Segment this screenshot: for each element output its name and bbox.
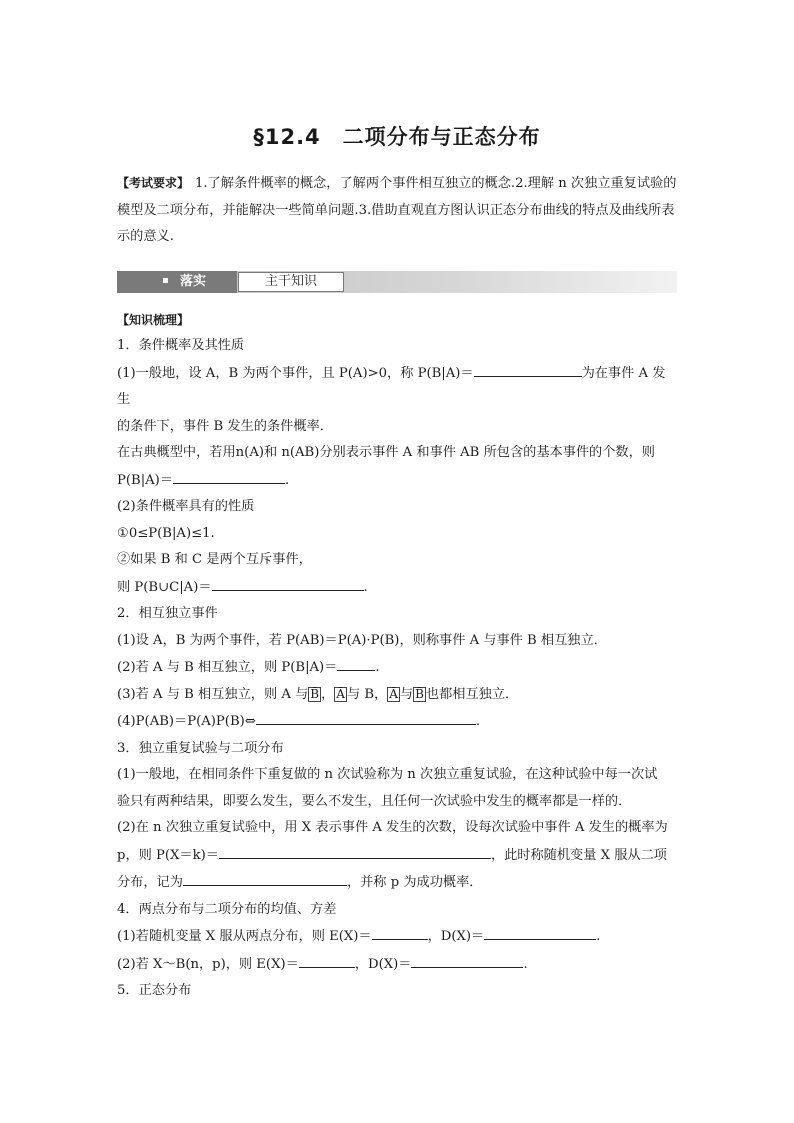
- answer-blank: [299, 951, 355, 968]
- answer-blank: [337, 654, 375, 671]
- exam-requirements: [117, 170, 677, 251]
- text-line: (2)若 X～B(n，p)，则 E(X)＝ ，D(X)＝ .: [117, 951, 677, 979]
- section-heading-2: 2．相互独立事件: [117, 606, 218, 621]
- section-heading-4: 4．两点分布与二项分布的均值、方差: [117, 901, 337, 917]
- section-heading-3: 3．独立重复试验与二项分布: [117, 740, 284, 756]
- section-banner: [117, 271, 677, 293]
- answer-blank: [372, 923, 428, 940]
- text-line: 的条件下，事件 B 发生的条件概率．: [117, 418, 333, 434]
- requirements-text: 1.了解条件概率的概念，了解两个事件相互独立的概念.2.理解 n 次独立重复试验的模型及二项分布，并能解决一些简单问题.3.借助直观直方图认识正态分布曲线的特点及曲线所表示的意义.: [117, 176, 677, 244]
- knowledge-tag: 【知识梳理】: [117, 312, 190, 327]
- text-line: (2)在 n 次独立重复试验中，用 X 表示事件 A 发生的次数，设每次试验中事件 A 发生的概率为: [117, 820, 668, 835]
- banner-left-label: [117, 271, 237, 293]
- text-line: p，则 P(X＝k)＝ ，此时称随机变量 X 服从二项: [117, 842, 677, 870]
- text-line: 则 P(B∪C|A)＝ .: [117, 574, 677, 602]
- text-line: 在古典概型中，若用n(A)和 n(AB)分别表示事件 A 和事件 AB 所包含的基本事件的个数，则: [117, 445, 655, 460]
- answer-blank: [256, 708, 476, 725]
- text-line: (1)设 A，B 为两个事件，若 P(AB)＝P(A)·P(B)，则称事件 A 与事件 B 相互独立．: [117, 632, 607, 648]
- banner-right-label: 主干知识: [238, 272, 344, 292]
- section-heading-1: 1．条件概率及其性质: [117, 338, 245, 353]
- text-line: (2)若 A 与 B 相互独立，则 P(B|A)＝ .: [117, 654, 677, 682]
- text-line: 验只有两种结果，即要么发生，要么不发生，且任何一次试验中发生的概率都是一样的．: [117, 793, 632, 809]
- boxed-symbol: Ā: [336, 686, 345, 701]
- text-line: (2)条件概率具有的性质: [117, 499, 255, 514]
- text-line: ①0≤P(B|A)≤1.: [117, 525, 215, 541]
- text-line: (4)P(AB)＝P(A)P(B)⇔ .: [117, 708, 677, 736]
- answer-blank: [183, 869, 347, 886]
- content-body: [117, 170, 677, 1005]
- banner-left-text: 落实: [180, 273, 207, 289]
- answer-blank: [212, 574, 364, 591]
- answer-blank: [411, 951, 523, 968]
- boxed-symbol: B̄: [310, 686, 320, 701]
- text-line: P(B|A)＝ .: [117, 467, 677, 495]
- text-line: (1)若随机变量 X 服从两点分布，则 E(X)＝ ，D(X)＝ .: [117, 923, 677, 951]
- text-line: ②如果 B 和 C 是两个互斥事件，: [117, 552, 312, 567]
- answer-blank: [219, 842, 491, 859]
- text-line: (3)若 A 与 B 相互独立，则 A 与 B̄ ， Ā 与 B， Ā 与 B̄ 也都相互独立．: [117, 686, 519, 702]
- section-heading-5: 5．正态分布: [117, 983, 192, 998]
- requirements-tag: 【考试要求】: [117, 176, 190, 190]
- answer-blank: [474, 360, 582, 377]
- page-title: §12.4 二项分布与正态分布: [253, 125, 541, 149]
- text-line: (1)一般地，设 A，B 为两个事件，且 P(A)>0，称 P(B|A)＝ 为在事件 A 发生: [117, 360, 677, 414]
- boxed-symbol: Ā: [389, 686, 398, 701]
- bullet-icon: [163, 278, 168, 283]
- text-line: 分布，记为 ，并称 p 为成功概率．: [117, 869, 677, 897]
- answer-blank: [484, 923, 596, 940]
- text-line: (1)一般地，在相同条件下重复做的 n 次试验称为 n 次独立重复试验，在这种试验中每一次试: [117, 767, 658, 782]
- answer-blank: [173, 467, 285, 484]
- boxed-symbol: B̄: [415, 686, 424, 701]
